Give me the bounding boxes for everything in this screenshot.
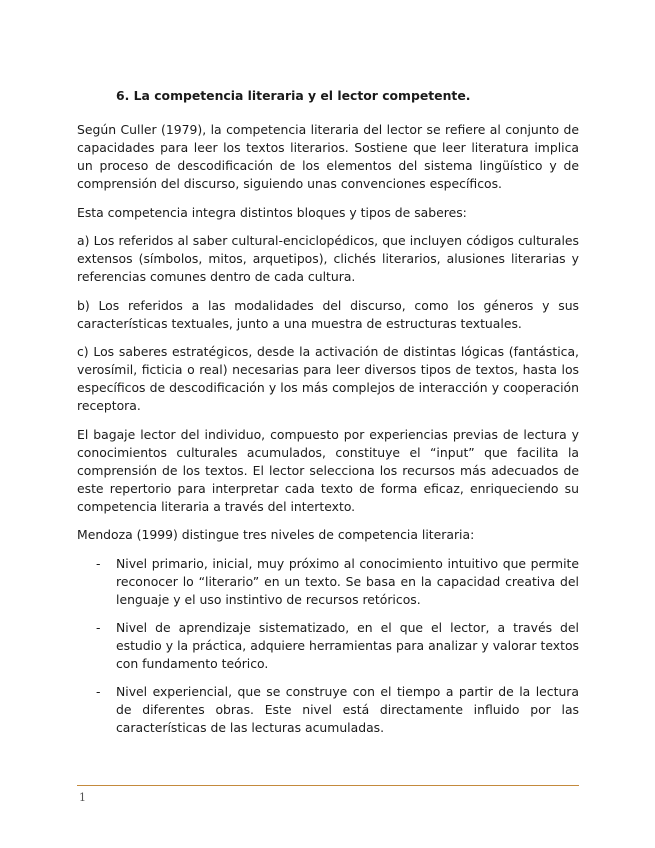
body-text — [77, 121, 579, 747]
list-item — [77, 555, 579, 609]
list-item — [77, 619, 579, 673]
paragraph-mendoza: Mendoza (1999) distingue tres niveles de competencia literaria: — [77, 527, 475, 542]
section-heading: 6. La competencia literaria y el lector competente. — [116, 88, 471, 103]
list-item-text: Nivel experiencial, que se construye con el tiempo a partir de la lectura de diferentes obras. Este nivel está directamente influido por las características de las lecturas acumuladas. — [116, 683, 579, 735]
paragraph-block-a: a) Los referidos al saber cultural-enciclopédicos, que incluyen códigos culturales extensos (símbolos, mitos, arquetipos), clichés literarios, alusiones literarias y referencias comunes dentro de cada cultura. — [77, 233, 579, 284]
list-item — [77, 683, 579, 737]
paragraph-culler: Según Culler (1979), la competencia literaria del lector se refiere al conjunto de capacidades para leer los textos literarios. Sostiene que leer literatura implica un proceso de descodificación de los elementos del sistema lingüístico y de comprensión del discurso, siguiendo unas convenciones específicos. — [77, 122, 579, 191]
list-item-text: Nivel primario, inicial, muy próximo al conocimiento intuitivo que permite reconocer lo “literario” en un texto. Se basa en la capacidad creativa del lenguaje y el uso instintivo de recursos retóricos. — [116, 555, 579, 607]
list-item-text: Nivel de aprendizaje sistematizado, en el que el lector, a través del estudio y la práctica, adquiere herramientas para analizar y valorar textos con fundamento teórico. — [116, 619, 579, 671]
bullet-dash: - — [96, 555, 101, 571]
footer-divider — [77, 785, 579, 786]
levels-list — [77, 555, 579, 737]
paragraph-block-b: b) Los referidos a las modalidades del discurso, como los géneros y sus características textuales, junto a una muestra de estructuras textuales. — [77, 297, 579, 331]
bullet-dash: - — [96, 619, 101, 635]
paragraph-block-c: c) Los saberes estratégicos, desde la activación de distintas lógicas (fantástica, verosímil, ficticia o real) necesarias para leer diversos tipos de textos, hasta los específicos de descodificación y los más complejos de interacción y cooperación receptora. — [77, 344, 579, 413]
bullet-dash: - — [96, 683, 101, 699]
paragraph-intro-blocks: Esta competencia integra distintos bloques y tipos de saberes: — [77, 204, 467, 220]
paragraph-bagaje: El bagaje lector del individuo, compuesto por experiencias previas de lectura y conocimientos culturales acumulados, constituye el “input” que facilita la comprensión de los textos. El lector selecciona los recursos más adecuados de este repertorio para interpretar cada texto de forma eficaz, enriqueciendo su competencia literaria a través del intertexto. — [77, 426, 579, 514]
page-number: 1 — [79, 791, 86, 804]
